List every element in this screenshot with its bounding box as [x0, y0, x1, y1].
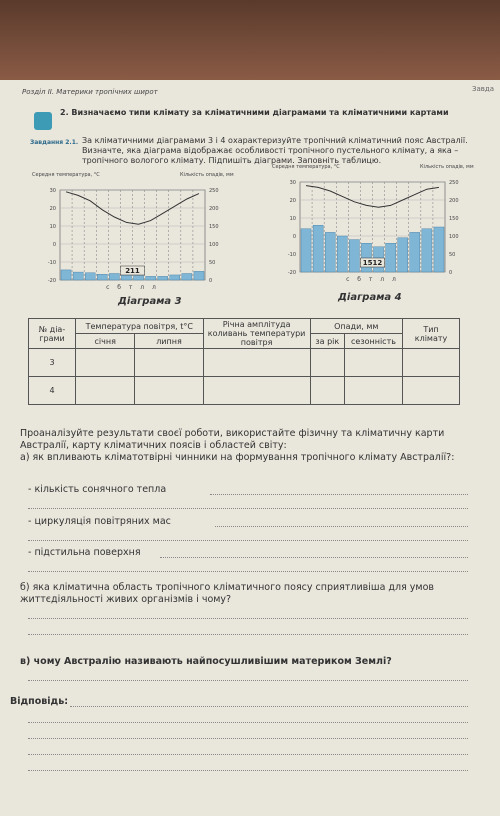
- col-temp-header: Температура повітря, t°C: [76, 319, 204, 334]
- precip-tick-label: 0: [449, 270, 453, 276]
- annual-total-label: 211: [125, 267, 140, 275]
- answer-line-a3b[interactable]: [28, 571, 468, 572]
- temp-tick-label: -10: [47, 260, 56, 266]
- precip-bar: [386, 243, 396, 272]
- cell-3-jan[interactable]: [76, 349, 135, 377]
- precip-bar: [422, 229, 432, 272]
- left-axis-label: Середня температура, °C: [32, 172, 100, 178]
- col-precip-header: Опади, мм: [310, 319, 402, 334]
- cell-4-season[interactable]: [345, 377, 403, 405]
- cell-3-season[interactable]: [345, 349, 403, 377]
- precip-tick-label: 200: [209, 206, 219, 212]
- desk-background: [0, 0, 500, 80]
- cell-3-year[interactable]: [310, 349, 344, 377]
- precip-bar: [337, 236, 347, 272]
- cell-3-type[interactable]: [403, 349, 460, 377]
- precip-bar: [146, 276, 156, 280]
- cell-4-ampl[interactable]: [203, 377, 310, 405]
- answer-line-c1[interactable]: [28, 680, 468, 681]
- task-label: Завдання 2.1.: [30, 139, 79, 146]
- precip-tick-label: 0: [209, 278, 213, 284]
- precip-tick-label: 100: [449, 234, 459, 240]
- question-c: в) чому Австралію називають найпосушливішим материком Землі?: [20, 656, 392, 667]
- answer-line-a1b[interactable]: [28, 508, 468, 509]
- chart-3-caption: Діаграма 3: [118, 296, 182, 307]
- precip-bar: [109, 274, 119, 280]
- precip-bar: [85, 273, 95, 280]
- chart-3-svg: [30, 168, 240, 296]
- precip-tick-label: 150: [209, 224, 219, 230]
- month-labels: с б т л л: [106, 284, 159, 291]
- right-axis-label: Кількість опадів, мм: [180, 172, 234, 178]
- right-axis-label: Кількість опадів, мм: [420, 164, 474, 170]
- cell-4-jan[interactable]: [76, 377, 135, 405]
- annual-total-label: 1512: [362, 259, 383, 267]
- temp-tick-label: 20: [49, 206, 56, 212]
- temp-tick-label: 20: [289, 198, 296, 204]
- climate-chart-4: [270, 160, 480, 288]
- precip-tick-label: 250: [449, 180, 459, 186]
- precip-bar: [158, 276, 168, 280]
- question-a2: - циркуляція повітряних мас: [28, 516, 171, 527]
- question-b: б) яка кліматична область тропічного кліматичного поясу сприятливіша для умов життєдіяльності живих організмів і чому?: [20, 582, 435, 605]
- cell-4-year[interactable]: [310, 377, 344, 405]
- temp-tick-label: -20: [47, 278, 56, 284]
- answer-line-5[interactable]: [28, 770, 468, 771]
- precip-bar: [410, 232, 420, 272]
- precip-bar: [170, 275, 180, 280]
- col-num-header: № діа-грами: [29, 319, 76, 349]
- precip-bar: [301, 229, 311, 272]
- precip-bar: [61, 270, 71, 280]
- temp-tick-label: -10: [287, 252, 296, 258]
- chart-4-caption: Діаграма 4: [338, 292, 402, 303]
- precip-bar: [398, 238, 408, 272]
- col-type-header: Тип клімату: [403, 319, 460, 349]
- precip-bar: [134, 276, 144, 280]
- precip-bar: [121, 275, 131, 280]
- precip-bar: [313, 225, 323, 272]
- answer-line-3[interactable]: [28, 738, 468, 739]
- cell-4-type[interactable]: [403, 377, 460, 405]
- col-ampl-header: Річна амплітуда коливань температури повітря: [203, 319, 310, 349]
- col-precip-year: за рік: [310, 334, 344, 349]
- answer-line-a2[interactable]: [215, 526, 468, 527]
- question-a3: - підстильна поверхня: [28, 547, 141, 558]
- corner-header: Завда: [471, 85, 494, 93]
- temp-tick-label: 10: [49, 224, 56, 230]
- precip-bar: [361, 243, 371, 272]
- row-3-label: 3: [29, 349, 76, 377]
- col-precip-season: сезонність: [345, 334, 403, 349]
- precip-tick-label: 150: [449, 216, 459, 222]
- climate-table: [28, 318, 460, 405]
- lesson-title: 2. Визначаємо типи клімату за кліматичними діаграмами та кліматичними картами: [60, 108, 449, 117]
- temp-tick-label: 0: [52, 242, 56, 248]
- precip-bar: [73, 272, 83, 280]
- cell-4-jul[interactable]: [135, 377, 203, 405]
- precip-tick-label: 50: [449, 252, 456, 258]
- answer-line-a3[interactable]: [160, 557, 468, 558]
- answer-line-a1[interactable]: [210, 494, 468, 495]
- temp-tick-label: -20: [287, 270, 296, 276]
- climate-chart-3: [30, 168, 240, 296]
- col-temp-jan: січня: [76, 334, 135, 349]
- answer-line-2[interactable]: [28, 722, 468, 723]
- question-a: а) як впливають кліматотвірні чинники на формування тропічного клімату Австралії?:: [20, 452, 455, 463]
- precip-bar: [349, 240, 359, 272]
- row-4-label: 4: [29, 377, 76, 405]
- left-axis-label: Середня температура, °C: [272, 164, 340, 170]
- precip-bar: [194, 271, 204, 280]
- precip-tick-label: 50: [209, 260, 216, 266]
- answer-line-4[interactable]: [28, 754, 468, 755]
- precip-tick-label: 200: [449, 198, 459, 204]
- answer-line-b1[interactable]: [28, 618, 468, 619]
- answer-label: Відповідь:: [10, 696, 69, 707]
- pencil-icon: [34, 112, 52, 130]
- question-a1: - кількість сонячного тепла: [28, 484, 167, 495]
- precip-bar: [325, 232, 335, 272]
- precip-tick-label: 250: [209, 188, 219, 194]
- task-text: За кліматичними діаграмами 3 і 4 охарактеризуйте тропічний кліматичний пояс Австралії. Визначте, яка діаграма відображає особливості тропічного пустельного клімату, а яка – тропічного вологого клімату. Підпишіть діаграми. Заповніть таблицю.: [82, 136, 468, 165]
- temp-tick-label: 30: [49, 188, 56, 194]
- answer-line-b2[interactable]: [28, 634, 468, 635]
- col-temp-jul: липня: [135, 334, 203, 349]
- precip-tick-label: 100: [209, 242, 219, 248]
- answer-line-a2b[interactable]: [28, 540, 468, 541]
- answer-line-1[interactable]: [70, 706, 468, 707]
- chart-4-svg: [270, 160, 480, 288]
- precip-bar: [97, 274, 107, 280]
- temp-tick-label: 10: [289, 216, 296, 222]
- temp-tick-label: 30: [289, 180, 296, 186]
- cell-3-jul[interactable]: [135, 349, 203, 377]
- cell-3-ampl[interactable]: [203, 349, 310, 377]
- analysis-intro: Проаналізуйте результати своєї роботи, використайте фізичну та кліматичну карти Австралії, карту кліматичних поясів і областей світу:: [20, 428, 445, 451]
- month-labels: с б т л л: [346, 276, 399, 283]
- temp-tick-label: 0: [292, 234, 296, 240]
- section-header: Розділ ІІ. Материки тропічних широт: [22, 88, 158, 96]
- precip-bar: [182, 274, 192, 280]
- precip-bar: [434, 227, 444, 272]
